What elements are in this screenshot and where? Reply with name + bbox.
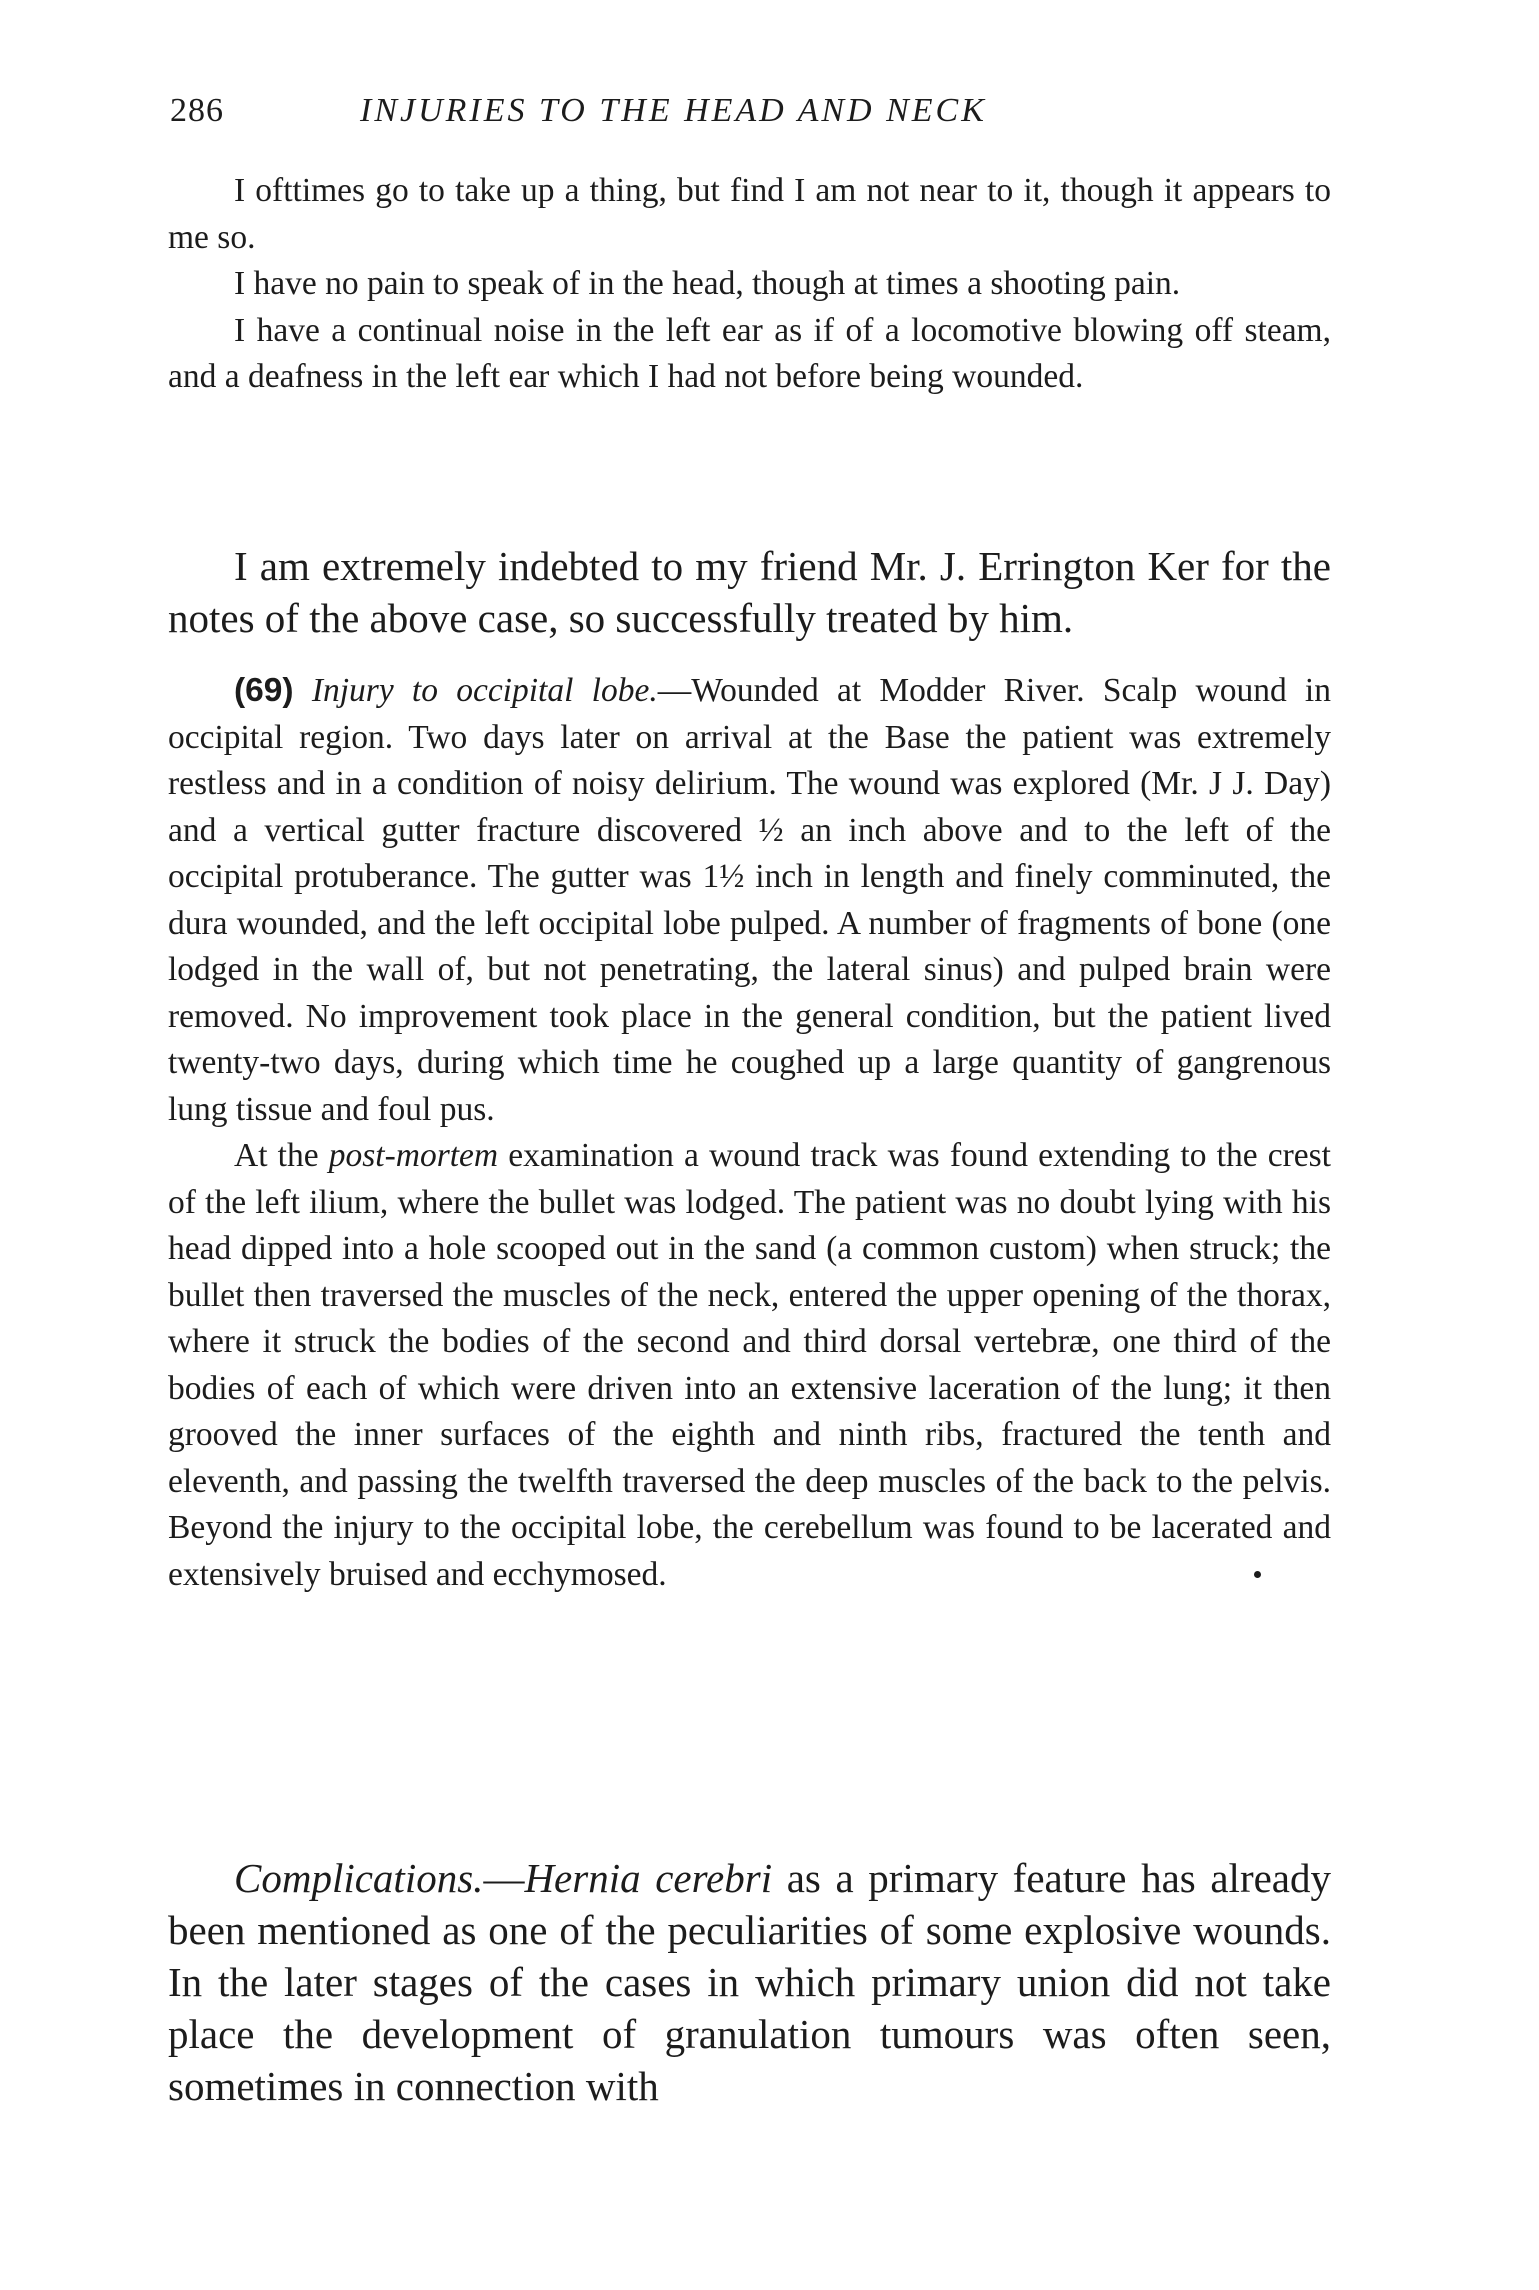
complications-paragraph xyxy=(168,1852,1331,2112)
complications-section xyxy=(168,1852,1331,2112)
case-69 xyxy=(168,668,1331,1598)
patient-statement xyxy=(168,168,1331,401)
statement-paragraph: I have a continual noise in the left ear as if of a locomotive blowing off steam, and a deafness in the left ear which I had not before being wounded. xyxy=(168,311,1331,395)
statement-paragraph: I have no pain to speak of in the head, though at times a shooting pain. xyxy=(234,265,1181,302)
case-heading: Injury to occipital lobe. xyxy=(311,672,658,709)
end-mark xyxy=(1254,1571,1261,1578)
complications-body: as a primary feature has already been mentioned as one of the peculiarities of some explosive wounds. In the later stages of the cases in which primary union did not take place the development of granulation tumours was often seen, sometimes in connection with xyxy=(168,1855,1331,2109)
post-mortem-body: examination a wound track was found extending to the crest of the left ilium, where the bullet was lodged. The patient was no doubt lying with his head dipped into a hole scooped out in the sand (a common custom) when struck; the bullet then traversed the muscles of the neck, entered the upper opening of the thorax, where it struck the bodies of the second and third dorsal vertebræ, one third of the bodies of each of which were driven into an extensive laceration of the lung; it then grooved the inner surfaces of the eighth and ninth ribs, fractured the tenth and eleventh, and passing the twelfth traversed the deep muscles of the back to the pelvis. Beyond the injury to the occipital lobe, the cerebellum was found to be lacerated and extensively bruised and ecchymosed. xyxy=(168,1137,1331,1593)
running-title: INJURIES TO THE HEAD AND NECK xyxy=(360,92,987,129)
post-mortem-paragraph xyxy=(168,1133,1331,1598)
post-mortem-lead: At the xyxy=(234,1137,329,1174)
heading-dash: — xyxy=(483,1855,525,1901)
case-paragraph xyxy=(168,668,1331,1133)
statement-paragraph: I ofttimes go to take up a thing, but find I am not near to it, though it appears to me so. xyxy=(168,172,1331,256)
acknowledgement-paragraph: I am extremely indebted to my friend Mr. J. Errington Ker for the notes of the above case, so successfully treated by him. xyxy=(168,543,1331,641)
post-mortem-term: post-mortem xyxy=(328,1137,499,1174)
hernia-term: Hernia cerebri xyxy=(524,1855,773,1901)
case-number: (69) xyxy=(234,672,294,709)
case-body: —Wounded at Modder River. Scalp wound in occipital region. Two days later on arrival at the Base the patient was extremely restless and in a condition of noisy delirium. The wound was explored (Mr. J J. Day) and a vertical gutter fracture discovered ½ an inch above and to the left of the occipital protuberance. The gutter was 1½ inch in length and finely comminuted, the dura wounded, and the left occipital lobe pulped. A number of fragments of bone (one lodged in the wall of, but not penetrating, the lateral sinus) and pulped brain were removed. No improvement took place in the general condition, but the patient lived twenty-two days, during which time he coughed up a large quantity of gangrenous lung tissue and foul pus. xyxy=(168,672,1331,1128)
complications-heading: Complications. xyxy=(234,1855,484,1901)
page-number: 286 xyxy=(170,92,224,129)
acknowledgement xyxy=(168,540,1331,644)
page-header xyxy=(0,92,1539,142)
